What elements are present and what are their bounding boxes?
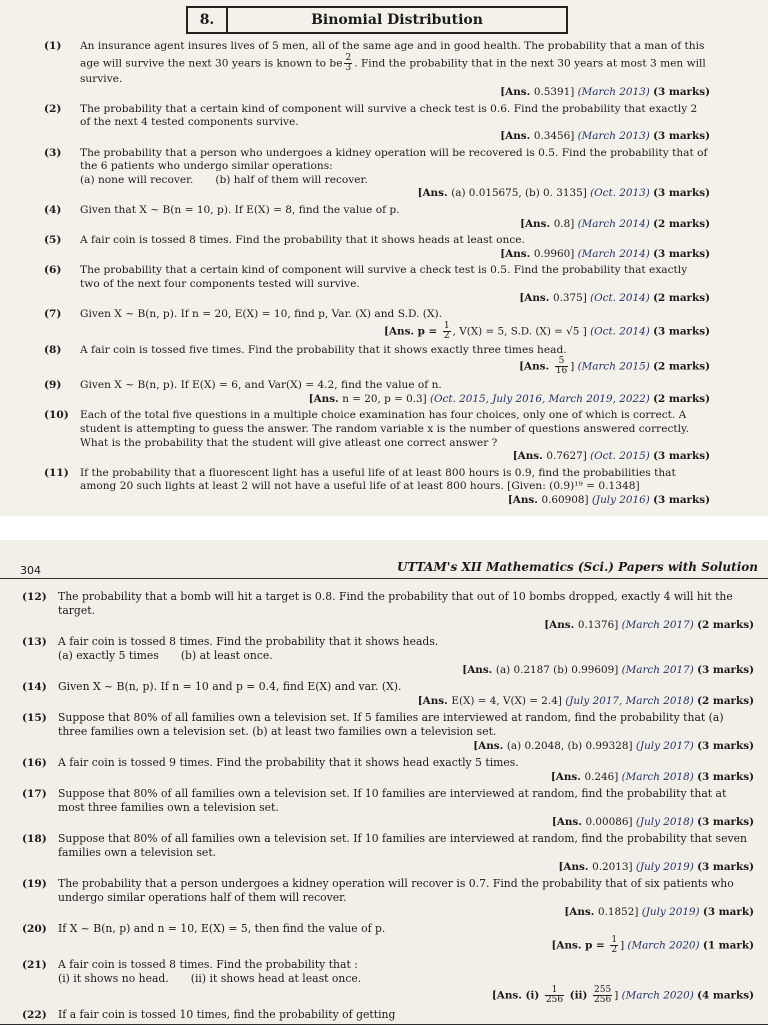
exam-session: (Oct. 2014): [590, 291, 654, 304]
question-text: A fair coin is tossed 8 times. Find the probability that it shows heads.: [58, 635, 439, 648]
question-number: (3): [44, 146, 62, 159]
fraction-denominator: 2: [443, 330, 450, 341]
answer-label: [Ans. p =: [384, 325, 441, 338]
sub-parts: [58, 972, 754, 986]
answer: [80, 393, 710, 407]
exam-session: (July 2019): [641, 906, 703, 918]
marks: (2 marks): [653, 392, 710, 405]
question-number: (16): [22, 757, 47, 769]
answer-value: 0.375]: [552, 291, 591, 304]
question-text: Given X ~ B(n, p). If E(X) = 6, and Var(X) = 4.2, find the value of n.: [80, 379, 442, 392]
answer-label: [Ans.: [417, 695, 452, 707]
answer-label: [Ans.: [308, 392, 343, 405]
answer: [58, 815, 754, 829]
exam-session: (March 2018): [621, 771, 698, 783]
question-number: (6): [44, 264, 62, 277]
fraction-numerator: 1: [545, 986, 564, 996]
answer: [58, 770, 754, 784]
question-number: (10): [44, 409, 69, 422]
question-text: Suppose that 80% of all families own a television set. If 5 families are interviewed at random, find the probability that (a) three families own a television set. (b) at least two families own a television set.: [58, 711, 724, 738]
answer: [58, 936, 754, 955]
exam-session: (March 2014): [577, 217, 654, 230]
answer-label: [Ans.: [519, 360, 553, 373]
answer-label: [Ans. p =: [551, 939, 609, 952]
exam-session: (March 2013): [577, 129, 654, 142]
question-number: (15): [22, 712, 47, 724]
question-list-bottom: [0, 590, 768, 1025]
sub-part: (b) half of them will recover.: [215, 173, 368, 186]
question-number: (12): [22, 591, 47, 603]
answer-label: [Ans.: [520, 217, 554, 230]
question-item: [0, 147, 768, 201]
fraction: [610, 936, 618, 955]
answer: [58, 739, 754, 753]
exam-session: (March 2017): [621, 664, 698, 676]
fraction-numerator: 1: [611, 935, 618, 945]
question-text: Given X ~ B(n, p). If n = 20, E(X) = 10, find p, Var. (X) and S.D. (X).: [80, 308, 442, 321]
answer-label: [Ans. (i): [491, 989, 543, 1002]
answer-value: ]: [570, 360, 578, 373]
marks: (2 marks): [697, 695, 754, 707]
question-text: A fair coin is tossed five times. Find the probability that it shows exactly three times head.: [80, 343, 567, 356]
question-number: (7): [44, 308, 62, 321]
fraction: [344, 54, 352, 73]
answer-value: 0.1852]: [597, 906, 642, 918]
question-text: The probability that a bomb will hit a target is 0.8. Find the probability that out of 10 bombs dropped, exactly 4 will hit the target.: [58, 590, 733, 617]
sub-part: (i) it shows no head.: [58, 972, 169, 985]
answer-mid: (ii): [566, 989, 592, 1002]
answer-label: [Ans.: [507, 494, 542, 507]
exam-session: (March 2017): [621, 619, 698, 631]
question-item: [0, 234, 768, 261]
marks: (3 marks): [697, 771, 754, 783]
fraction: [443, 322, 451, 341]
question-number: (8): [44, 343, 62, 356]
sub-parts: [58, 649, 754, 663]
answer: [80, 450, 710, 464]
answer: [80, 187, 710, 201]
exam-session: (March 2013): [577, 86, 654, 99]
answer: [58, 986, 754, 1005]
answer-label: [Ans.: [564, 906, 598, 918]
question-text: If a fair coin is tossed 10 times, find the probability of getting: [58, 1008, 396, 1021]
question-item: [0, 680, 768, 708]
question-number: (22): [22, 1009, 47, 1021]
question-number: (9): [44, 379, 62, 392]
question-item: [0, 756, 768, 784]
fraction-numerator: 2: [345, 52, 352, 63]
chapter-number: 8.: [188, 8, 228, 32]
answer-label: [Ans.: [473, 740, 507, 752]
fraction-denominator: 3: [345, 62, 352, 73]
answer-label: [Ans.: [519, 291, 553, 304]
exam-session: (July 2018): [635, 816, 698, 828]
question-item: [0, 1008, 768, 1022]
question-text: A fair coin is tossed 9 times. Find the probability that it shows head exactly 5 times.: [58, 756, 519, 769]
answer-value: , V(X) = 5, S.D. (X) = √5 ]: [452, 325, 591, 338]
question-item: [0, 832, 768, 874]
question-number: (20): [22, 923, 47, 935]
page-gap: [0, 516, 768, 540]
answer: [58, 618, 754, 632]
exam-session: (Oct. 2013): [590, 187, 654, 200]
answer-value: E(X) = 4, V(X) = 2.4]: [451, 695, 566, 707]
chapter-title: Binomial Distribution: [311, 12, 483, 28]
marks: (3 marks): [697, 664, 754, 676]
question-text: A fair coin is tossed 8 times. Find the probability that it shows heads at least once.: [80, 234, 525, 247]
question-item: [0, 922, 768, 955]
marks: (2 marks): [653, 360, 710, 373]
marks: (3 marks): [697, 816, 754, 828]
question-text: The probability that a person undergoes a kidney operation will recover is 0.7. Find the probability that of six patients who undergo similar operations half of them will recover.: [58, 877, 734, 904]
sub-part: (a) none will recover.: [80, 173, 194, 186]
question-text: Given X ~ B(n, p). If n = 10 and p = 0.4, find E(X) and var. (X).: [58, 680, 402, 693]
question-item: [0, 379, 768, 406]
fraction: [555, 357, 568, 376]
question-number: (4): [44, 203, 62, 216]
marks: (2 marks): [653, 291, 710, 304]
exam-session: (July 2017): [635, 740, 698, 752]
fraction-denominator: 16: [555, 366, 568, 377]
answer-label: [Ans.: [500, 86, 534, 99]
answer-label: [Ans.: [500, 247, 534, 260]
answer-value: (a) 0.2048, (b) 0.99328]: [506, 740, 636, 752]
marks: (3 marks): [653, 86, 710, 99]
question-item: [0, 103, 768, 144]
question-number: (11): [44, 466, 69, 479]
exam-session: (Oct. 2015): [590, 450, 654, 463]
question-text: Suppose that 80% of all families own a television set. If 10 families are interviewed at random, find the probability that seven families own a television set.: [58, 832, 747, 859]
sub-part: (b) at least once.: [180, 649, 273, 662]
answer: [80, 292, 710, 306]
question-text: If the probability that a fluorescent light has a useful life of at least 800 hours is 0.9, find the probabilities that among 20 such lights at least 2 will not have a useful life of at least 800 hours. [Given: (0.9)¹⁹ = 0.1348]: [80, 466, 676, 493]
answer-label: [Ans.: [462, 664, 496, 676]
answer-value: 0.00086]: [585, 816, 636, 828]
answer: [58, 694, 754, 708]
answer-value: 0.246]: [584, 771, 622, 783]
question-text: Given that X ~ B(n = 10, p). If E(X) = 8, find the value of p.: [80, 203, 400, 216]
fraction-numerator: 255: [594, 985, 612, 995]
question-text: The probability that a certain kind of component will survive a check test is 0.6. Find the probability that exactly 2 of the next 4 tested components survive.: [80, 102, 698, 129]
page-header: [0, 558, 768, 579]
question-item: [0, 467, 768, 508]
answer: [80, 86, 710, 100]
answer: [80, 130, 710, 144]
fraction-denominator: 2: [611, 945, 618, 955]
answer-value: (a) 0.2187 (b) 0.99609]: [495, 664, 622, 676]
question-list-top: [0, 40, 768, 511]
answer: [58, 663, 754, 677]
answer-value: 0.8]: [553, 217, 578, 230]
answer: [80, 218, 710, 232]
marks: (3 marks): [653, 247, 710, 260]
marks: (2 marks): [653, 217, 710, 230]
question-number: (18): [22, 833, 47, 845]
question-text: Each of the total five questions in a multiple choice examination has four choices, only one of which is correct. A student is attempting to guess the answer. The random variable x is the number of questions answered correctly. What is the probability that the student will give atleast one correct answer ?: [80, 409, 689, 449]
sub-part: (a) exactly 5 times: [58, 649, 159, 662]
exam-session: (March 2020): [621, 989, 698, 1002]
answer-value: ]: [614, 989, 622, 1002]
marks: (3 marks): [653, 129, 710, 142]
question-item: [0, 264, 768, 305]
fraction-numerator: 1: [443, 320, 450, 331]
answer-value: ]: [620, 939, 628, 952]
answer: [58, 905, 754, 919]
answer-label: [Ans.: [550, 771, 585, 783]
question-number: (14): [22, 681, 47, 693]
question-item: [0, 787, 768, 829]
chapter-heading: [186, 6, 568, 34]
question-item: [0, 344, 768, 377]
answer: [80, 357, 710, 376]
answer-label: [Ans.: [417, 187, 452, 200]
fraction: [593, 986, 612, 1005]
marks: (3 marks): [697, 740, 754, 752]
exam-session: (March 2015): [577, 360, 654, 373]
question-number: (1): [44, 40, 62, 52]
question-number: (5): [44, 234, 62, 247]
fraction-denominator: 256: [594, 995, 612, 1005]
question-number: (19): [22, 878, 47, 890]
question-item: [0, 711, 768, 753]
exam-session: (Oct. 2015, July 2016, March 2019, 2022): [429, 392, 654, 405]
marks: (4 marks): [697, 989, 754, 1002]
answer: [58, 860, 754, 874]
marks: (3 marks): [653, 325, 710, 338]
answer-label: [Ans.: [558, 861, 593, 873]
sub-parts: [80, 174, 710, 188]
marks: (3 mark): [702, 906, 754, 918]
question-item: [0, 204, 768, 231]
question-number: (13): [22, 636, 47, 648]
question-text: If X ~ B(n, p) and n = 10, E(X) = 5, then find the value of p.: [58, 922, 386, 935]
question-item: [0, 958, 768, 1005]
answer-value: 0.5391]: [533, 86, 578, 99]
answer-label: [Ans.: [544, 619, 578, 631]
question-item: [0, 590, 768, 632]
question-number: (2): [44, 102, 62, 115]
exam-session: (Oct. 2014): [590, 325, 654, 338]
marks: (3 marks): [697, 861, 754, 873]
answer-label: [Ans.: [551, 816, 586, 828]
question-text: Suppose that 80% of all families own a television set. If 10 families are interviewed at random, find the probability that at most three families own a television set.: [58, 787, 727, 814]
answer-label: [Ans.: [500, 129, 534, 142]
exam-session: (July 2016): [591, 494, 654, 507]
page-number: 304: [20, 564, 41, 577]
exam-session: (July 2017, March 2018): [565, 695, 698, 707]
answer-value: 0.3456]: [533, 129, 578, 142]
question-item: [0, 409, 768, 463]
question-item: [0, 877, 768, 919]
answer-value: n = 20, p = 0.3]: [342, 392, 430, 405]
answer: [80, 248, 710, 262]
question-text: A fair coin is tossed 8 times. Find the probability that :: [58, 958, 358, 971]
answer-value: (a) 0.015675, (b) 0. 3135]: [451, 187, 591, 200]
marks: (3 marks): [653, 187, 710, 200]
running-title: UTTAM's XII Mathematics (Sci.) Papers with Solution: [396, 560, 758, 574]
marks: (1 mark): [702, 939, 754, 952]
question-item: [0, 635, 768, 677]
answer-value: 0.1376]: [577, 619, 622, 631]
exam-session: (July 2019): [635, 861, 698, 873]
question-number: (21): [22, 959, 47, 971]
question-item: [0, 308, 768, 341]
bottom-page: [0, 540, 768, 1024]
exam-session: (March 2020): [627, 939, 703, 952]
answer: [80, 494, 710, 508]
question-text: The probability that a person who undergoes a kidney operation will be recovered is 0.5. Find the probability that of the 6 patients who undergo similar operations:: [80, 146, 708, 173]
marks: (2 marks): [697, 619, 754, 631]
exam-session: (March 2014): [577, 247, 654, 260]
marks: (3 marks): [653, 450, 710, 463]
answer-value: 0.60908]: [541, 494, 592, 507]
answer-value: 0.7627]: [546, 450, 591, 463]
answer-value: 0.2013]: [592, 861, 636, 873]
answer-value: 0.9960]: [533, 247, 578, 260]
answer-label: [Ans.: [512, 450, 547, 463]
sub-part: (ii) it shows head at least once.: [190, 972, 362, 985]
question-text: The probability that a certain kind of component will survive a check test is 0.5. Find the probability that exactly two of the next four components tested will survive.: [80, 264, 688, 290]
marks: (3 marks): [653, 494, 710, 507]
answer: [80, 322, 710, 341]
question-text: An insurance agent insures lives of 5 men, all of the same age and in good health. The probability that a man of this age will survive the next 30 years is known to be $\frac{2}{3}$ . Find the probability that in the next 30 years at most 3 men will survive.: [80, 40, 706, 85]
fraction-numerator: 5: [555, 357, 568, 367]
question-item: [0, 40, 768, 100]
fraction-denominator: 256: [545, 995, 564, 1005]
question-number: (17): [22, 788, 47, 800]
fraction: [545, 986, 564, 1005]
